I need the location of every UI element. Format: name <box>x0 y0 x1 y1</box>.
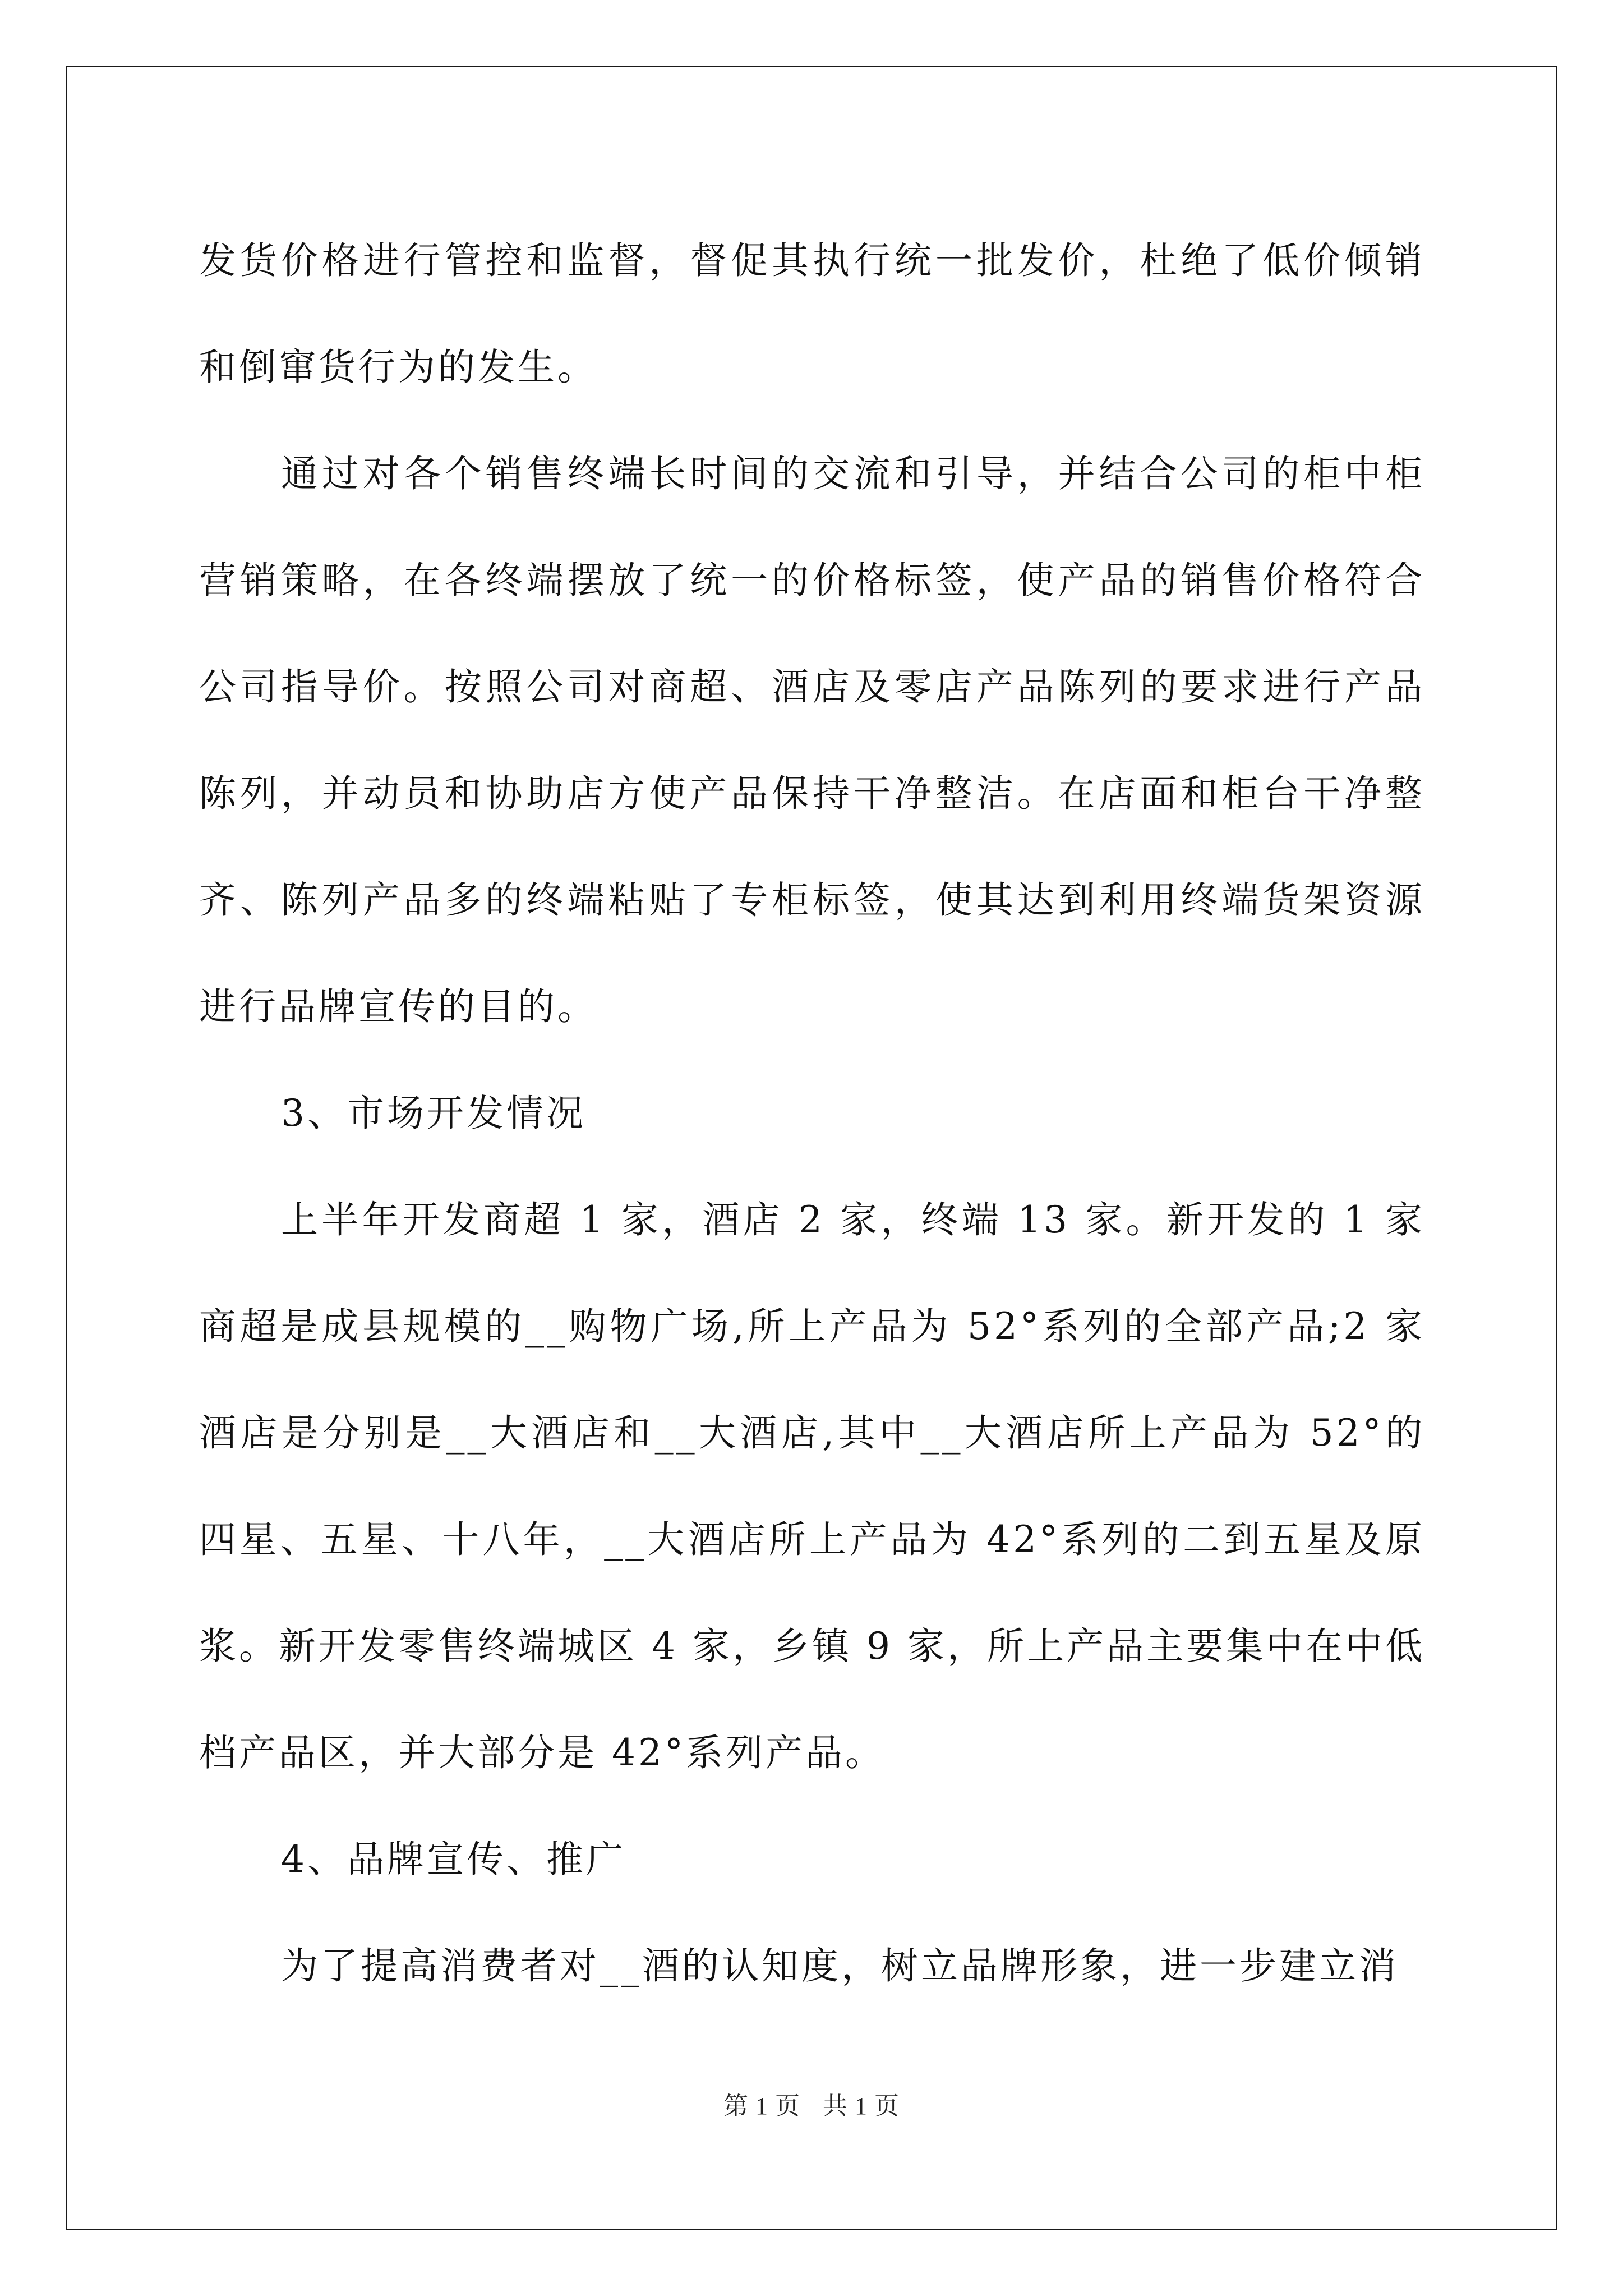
section-heading-brand-promotion: 4、品牌宣传、推广 <box>281 1838 626 1881</box>
paragraph-4: 为了提高消费者对__酒的认知度，树立品牌形象，进一步建立消 <box>281 1944 1399 1987</box>
paragraph-2: 通过对各个销售终端长时间的交流和引导，并结合公司的柜中柜营销策略，在各终端摆放了统一的价格标签，使产品的销售价格符合公司指导价。按照公司对商超、酒店及零店产品陈列的要求进行产品陈列，并动员和协助店方使产品保持干净整洁。在店面和柜台干净整齐、陈列产品多的终端粘贴了专柜标签，使其达到利用终端货架资源进行品牌宣传的目的。 <box>199 452 1425 1028</box>
document-body <box>199 208 1425 2019</box>
page-number: 第 1 页 <box>723 2092 800 2120</box>
page-total: 共 1 页 <box>823 2092 900 2120</box>
paragraph-3: 上半年开发商超 1 家，酒店 2 家，终端 13 家。新开发的 1 家商超是成县规模的__购物广场,所上产品为 52°系列的全部产品;2 家酒店是分别是__大酒店和__大酒店,其中__大酒店所上产品为 52°的四星、五星、十八年，__大酒店所上产品为 42°系列的二到五星及原浆。新开发零售终端城区 4 家，乡镇 9 家，所上产品主要集中在中低档产品区，并大部分是 42°系列产品。 <box>199 1198 1425 1774</box>
page-footer <box>0 2086 1623 2122</box>
paragraph-1: 发货价格进行管控和监督，督促其执行统一批发价，杜绝了低价倾销和倒窜货行为的发生。 <box>199 239 1425 389</box>
section-heading-market-development: 3、市场开发情况 <box>281 1092 586 1135</box>
